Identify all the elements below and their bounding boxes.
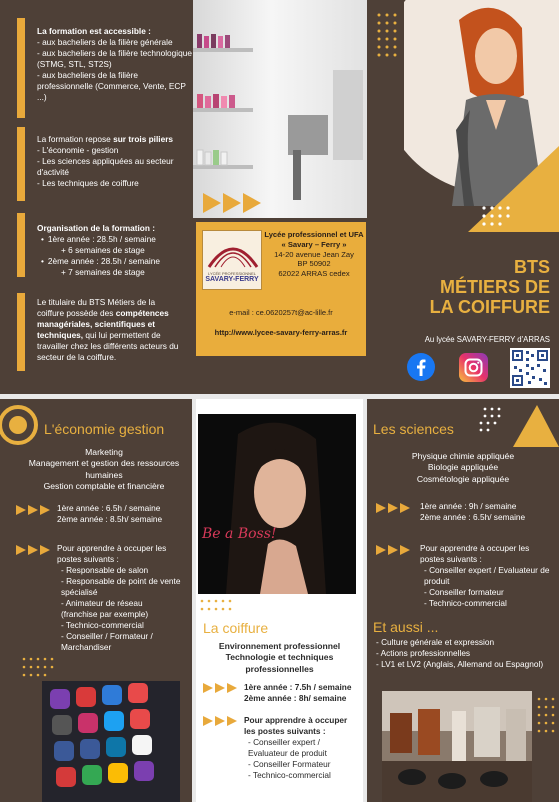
jobs-title: Pour apprendre à occuper les postes suivants : [244,715,348,736]
extra-list [376,637,554,670]
contact-email[interactable]: e-mail : ce.0620257t@ac-lille.fr [229,308,333,317]
cover-title-line: LA COIFFURE [429,297,550,317]
sciences-panel [367,399,559,802]
organisation-item: • 2ème année : 28.5h / semaine [37,256,195,267]
coiffure-jobs [244,715,356,781]
job-item: - Conseiller expert / Evaluateur de produit [424,565,550,586]
dot-pattern [22,657,62,679]
sciences-subjects [367,451,559,485]
subject-item: Environnement professionnel [218,641,341,651]
sciences-title: Les sciences [373,421,454,437]
subject-item: Cosmétologie appliquée [416,473,510,484]
school-logo [202,230,262,290]
accent-bar [17,293,25,371]
subject-item: Marketing [85,447,123,457]
accent-bar [17,127,25,201]
subject-item: Technologie et techniques professionnelles [225,652,334,674]
subject-item: Gestion comptable et financière [43,481,165,492]
circle-decor-icon [0,405,38,445]
holder-block [37,297,179,363]
arrow-group [16,545,50,563]
subject-item: Biologie appliquée [427,462,499,473]
logo-subtitle: LYCÉE PROFESSIONNEL [208,271,256,276]
job-item: - Conseiller Formateur [248,759,331,769]
coiffure-subjects [202,641,357,675]
extra-item: - Culture générale et expression [376,637,495,647]
subject-item: Management et gestion des ressources humaines [28,458,180,480]
decor-triangle [477,403,559,447]
arrow-group [203,193,261,213]
coiffure-title: La coiffure [203,620,269,636]
hours-line: 2ème année : 6.5h/ semaine [420,512,526,522]
dot-pattern [200,599,240,619]
coiffure-panel [196,399,363,802]
job-item: - Conseiller / Formateur / Marchandiser [61,631,153,652]
cover-subtitle: Au lycée SAVARY-FERRY d'ARRAS [424,335,550,344]
job-item: - Technico-commercial [61,620,144,630]
access-item: - aux bacheliers de la filière technologique (STMG, STL, ST2S) [37,48,192,69]
sciences-hours [420,501,556,523]
economie-hours [57,503,189,525]
pillar-item: - Les techniques de coiffure [37,178,139,188]
economie-jobs [57,543,181,653]
photo-caption: Be a Boss! [202,526,277,542]
access-title: La formation est accessible : [37,26,151,36]
arrow-group [16,505,50,523]
hours-line: 1ère année : 7.5h / semaine [244,682,352,692]
job-item: - Technico-commercial [248,770,331,780]
school-name: Lycée professionnel et UFA [264,230,364,239]
smartphone-apps-photo [42,681,180,802]
jobs-title: Pour apprendre à occuper les postes suivants : [57,543,167,564]
school-address [264,230,364,279]
pillars-intro: La formation repose [37,134,111,144]
hours-line: 1ère année : 9h / semaine [420,501,517,511]
salon-interior-photo [382,691,532,802]
job-item: - Conseiller expert / Evaluateur de produit [248,737,327,758]
job-item: - Responsable de salon [61,565,149,575]
accent-bar [17,18,25,118]
organisation-item: • 1ère année : 28.5h / semaine [37,234,195,245]
dot-pattern [535,695,557,755]
facebook-icon[interactable] [407,353,435,381]
holder-text: Le titulaire du BTS Métiers de la coiffure possède des [37,297,156,318]
coiffure-hours [244,682,362,704]
hours-line: 2ème année : 8.5h/ semaine [57,514,163,524]
subject-item: Physique chimie appliquée [411,451,515,461]
extra-item: - Actions professionnelles [376,648,471,658]
organisation-title: Organisation de la formation : [37,223,156,233]
qr-code[interactable] [510,348,550,388]
economie-panel [0,399,192,802]
salon-shelves-photo [193,0,367,218]
job-item: - Conseiller formateur [424,587,504,597]
extra-item: - LV1 et LV2 (Anglais, Allemand ou Espagnol) [376,659,544,669]
cover-title-line: BTS [514,257,550,277]
pillar-item: - Les sciences appliquées au secteur d'activité [37,156,174,177]
contact-card [196,222,366,356]
organisation-block [37,223,195,278]
arrow-group [203,683,237,701]
address-line: BP 50902 [297,259,331,269]
economie-title: L'économie gestion [44,421,165,437]
organisation-item: + 7 semaines de stage [61,267,145,277]
address-line: 62022 ARRAS cedex [278,269,350,279]
arrow-group [203,716,237,734]
school-alias: « Savary – Ferry » [281,239,347,249]
logo-name: SAVARY-FERRY [205,276,259,283]
hours-line: 2ème année : 8h/ semaine [244,693,347,703]
contact-website[interactable]: http://www.lycee-savary-ferry-arras.fr [214,328,348,337]
instagram-icon[interactable] [459,353,488,382]
address-line: 14-20 avenue Jean Zay [274,249,354,259]
cover-title [392,257,550,317]
holder-text: qui lui permettent de travailler chez les différents acteurs du secteur de la coiffure. [37,330,179,362]
access-block [37,26,192,103]
arrow-group [376,503,410,521]
organisation-item: + 6 semaines de stage [61,245,145,255]
job-item: - Animateur de réseau (franchise par exemple) [61,598,149,619]
extra-title: Et aussi ... [373,619,439,635]
woman-portrait-photo [198,414,356,594]
economie-subjects [16,447,192,493]
brochure-inside-page [0,399,559,802]
dot-pattern [376,12,406,82]
hours-line: 1ère année : 6.5h / semaine [57,503,161,513]
sciences-jobs [420,543,550,609]
access-item: - aux bacheliers de la filière professionnelle (Commerce, Vente, ECP ...) [37,70,186,102]
arrow-group [376,545,410,563]
job-item: - Technico-commercial [424,598,507,608]
decor-triangle [468,146,559,237]
access-item: - aux bacheliers de la filière générale [37,37,173,47]
pillars-block [37,134,187,189]
job-item: - Responsable de point de vente spécialisé [61,576,181,597]
pillars-intro-bold: sur trois piliers [113,134,174,144]
brochure-outside-page [0,0,559,394]
accent-bar [17,213,25,277]
pillar-item: - L'économie - gestion [37,145,119,155]
jobs-title: Pour apprendre à occuper les postes suivants : [420,543,530,564]
holder-bold: compétences managériales, scientifiques et techniques, [37,308,169,340]
cover-title-line: MÉTIERS DE [439,277,550,297]
